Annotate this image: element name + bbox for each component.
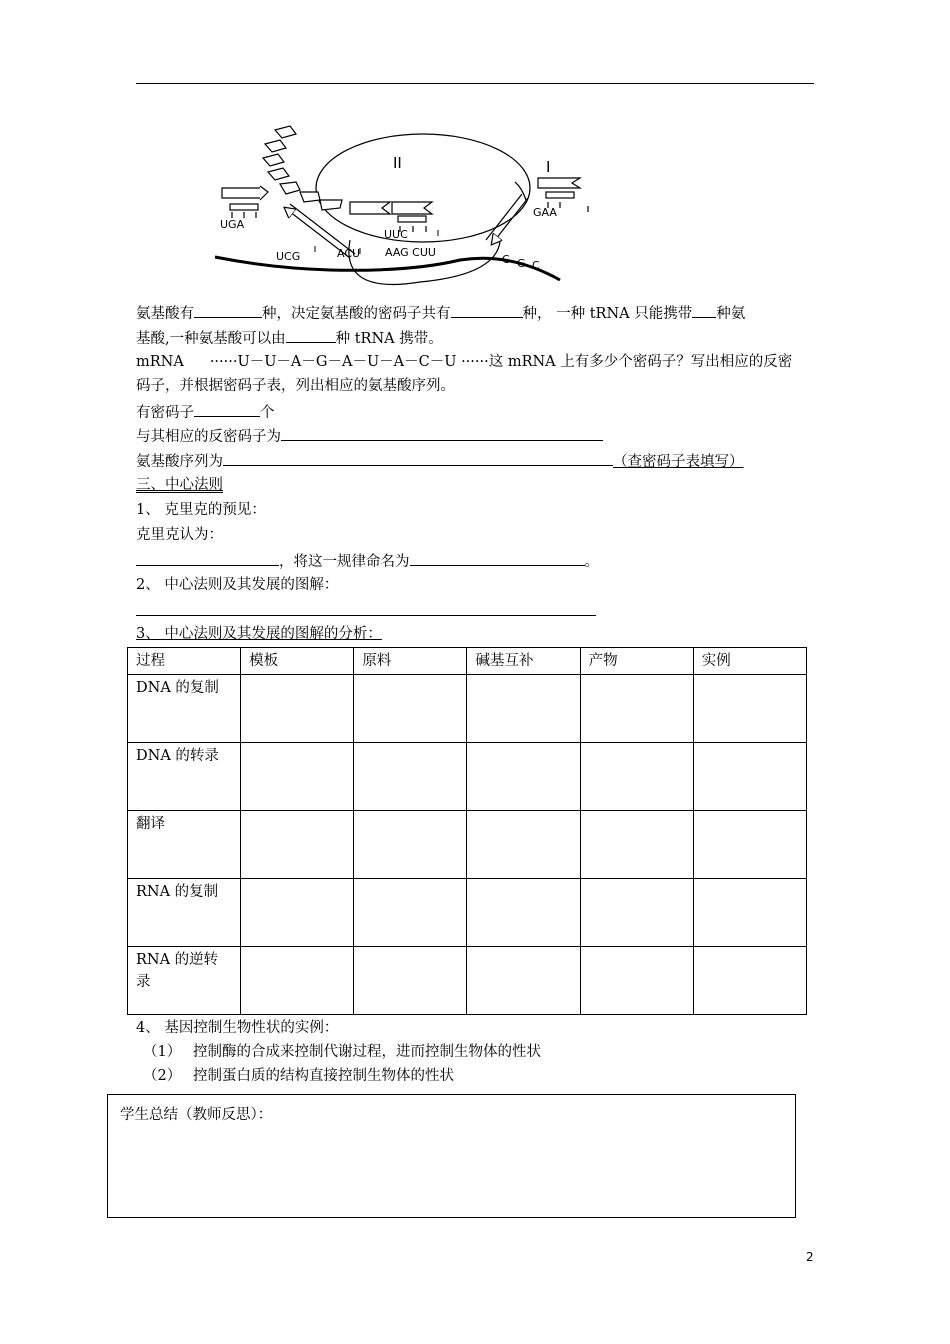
table-cell[interactable] bbox=[354, 811, 467, 879]
row-label: RNA 的逆转录 bbox=[128, 947, 241, 1015]
table-row bbox=[128, 947, 807, 1015]
table-cell[interactable] bbox=[693, 743, 806, 811]
process-table bbox=[127, 647, 807, 1015]
table-cell[interactable] bbox=[241, 879, 354, 947]
question-line-2: 基酸,一种氨基酸可以由 种 tRNA 携带。 bbox=[136, 327, 443, 349]
blank-aa-seq[interactable] bbox=[223, 450, 613, 466]
blank-aa-count[interactable] bbox=[194, 302, 262, 318]
question-line-4: 码子，并根据密码子表，列出相应的氨基酸序列。 bbox=[136, 378, 455, 394]
blank-codons[interactable] bbox=[194, 401, 260, 417]
row-label: DNA 的复制 bbox=[128, 675, 241, 743]
section4-heading: 4、 基因控制生物性状的实例： bbox=[136, 1020, 339, 1036]
table-cell[interactable] bbox=[693, 675, 806, 743]
section3-item2: 2、 中心法则及其发展的图解： bbox=[136, 577, 339, 593]
blank-law-name[interactable] bbox=[410, 550, 585, 566]
row-label: RNA 的复制 bbox=[128, 879, 241, 947]
blank-anticodon[interactable] bbox=[281, 425, 603, 441]
col-base-pairing: 碱基互补 bbox=[467, 648, 580, 675]
row-label: DNA 的转录 bbox=[128, 743, 241, 811]
table-row bbox=[128, 675, 807, 743]
anticodon-line: 与其相应的反密码子为 bbox=[136, 425, 603, 447]
table-cell[interactable] bbox=[241, 947, 354, 1015]
codon-gaa: GAA bbox=[533, 206, 557, 219]
section3-item1-b: 克里克认为： bbox=[136, 527, 223, 543]
table-cell[interactable] bbox=[354, 879, 467, 947]
table-cell[interactable] bbox=[241, 675, 354, 743]
section3-item3: 3、 中心法则及其发展的图解的分析： bbox=[136, 626, 382, 642]
table-cell[interactable] bbox=[354, 675, 467, 743]
section4-item2: （2） 控制蛋白质的结构直接控制生物体的性状 bbox=[143, 1068, 454, 1084]
table-cell[interactable] bbox=[467, 947, 580, 1015]
table-row bbox=[128, 811, 807, 879]
table-cell[interactable] bbox=[580, 879, 693, 947]
section3-item1: 1、 克里克的预见： bbox=[136, 502, 266, 518]
codon-g: G bbox=[517, 257, 526, 270]
table-cell[interactable] bbox=[580, 947, 693, 1015]
page-number: 2 bbox=[806, 1250, 814, 1264]
table-cell[interactable] bbox=[241, 811, 354, 879]
trna-left bbox=[222, 186, 268, 218]
row-label: 翻译 bbox=[128, 811, 241, 879]
table-cell[interactable] bbox=[354, 743, 467, 811]
label-ii: II bbox=[393, 154, 402, 172]
codon-aag-cuu: AAG CUU bbox=[385, 246, 436, 259]
col-product: 产物 bbox=[580, 648, 693, 675]
codon-uga: UGA bbox=[220, 218, 245, 231]
table-cell[interactable] bbox=[354, 947, 467, 1015]
table-cell[interactable] bbox=[693, 879, 806, 947]
col-example: 实例 bbox=[693, 648, 806, 675]
table-cell[interactable] bbox=[467, 811, 580, 879]
section3-heading: 三、中心法则 bbox=[136, 477, 223, 493]
table-cell[interactable] bbox=[693, 811, 806, 879]
aa-seq-line: 氨基酸序列为 （查密码子表填写） bbox=[136, 450, 744, 472]
col-template: 模板 bbox=[241, 648, 354, 675]
codon-c2: C bbox=[532, 259, 540, 272]
table-cell[interactable] bbox=[467, 743, 580, 811]
translation-diagram bbox=[210, 120, 600, 290]
table-cell[interactable] bbox=[241, 743, 354, 811]
codon-acu: ACU bbox=[337, 247, 361, 260]
section3-item1-c: ，将这一规律命名为 。 bbox=[136, 550, 599, 572]
codon-uuc: UUC bbox=[384, 228, 408, 241]
table-cell[interactable] bbox=[580, 675, 693, 743]
col-process: 过程 bbox=[128, 648, 241, 675]
col-material: 原料 bbox=[354, 648, 467, 675]
table-row bbox=[128, 743, 807, 811]
diagram-blank-line[interactable] bbox=[136, 615, 596, 616]
summary-label: 学生总结（教师反思）： bbox=[120, 1107, 273, 1123]
blank-trna-aa[interactable] bbox=[692, 302, 716, 318]
table-cell[interactable] bbox=[467, 675, 580, 743]
header-rule bbox=[136, 83, 814, 84]
section4-item1: （1） 控制酶的合成来控制代谢过程，进而控制生物体的性状 bbox=[143, 1044, 541, 1060]
mrna-question: mRNA ······U－U－A－G－A－U－A－C－U ······这 mRNA 上有多少个密码子？写出相应的反密 bbox=[136, 354, 793, 370]
peptide-chain bbox=[263, 126, 432, 214]
blank-codon-count[interactable] bbox=[451, 302, 523, 318]
blank-trna-count[interactable] bbox=[286, 327, 336, 343]
table-cell[interactable] bbox=[580, 811, 693, 879]
blank-crick-view[interactable] bbox=[136, 550, 279, 566]
question-line-1: 氨基酸有 种，决定氨基酸的密码子共有 种， 一种 tRNA 只能携带 种氨 bbox=[136, 302, 745, 324]
table-cell[interactable] bbox=[693, 947, 806, 1015]
table-cell[interactable] bbox=[467, 879, 580, 947]
ribosome-large bbox=[316, 134, 530, 242]
summary-box[interactable] bbox=[107, 1094, 796, 1218]
codon-ucg: UCG bbox=[276, 250, 301, 263]
table-header-row bbox=[128, 648, 807, 675]
label-i: I bbox=[546, 158, 551, 176]
codon-count-line: 有密码子 个 bbox=[136, 401, 275, 423]
codon-c1: C bbox=[502, 253, 510, 266]
table-row bbox=[128, 879, 807, 947]
table-cell[interactable] bbox=[580, 743, 693, 811]
